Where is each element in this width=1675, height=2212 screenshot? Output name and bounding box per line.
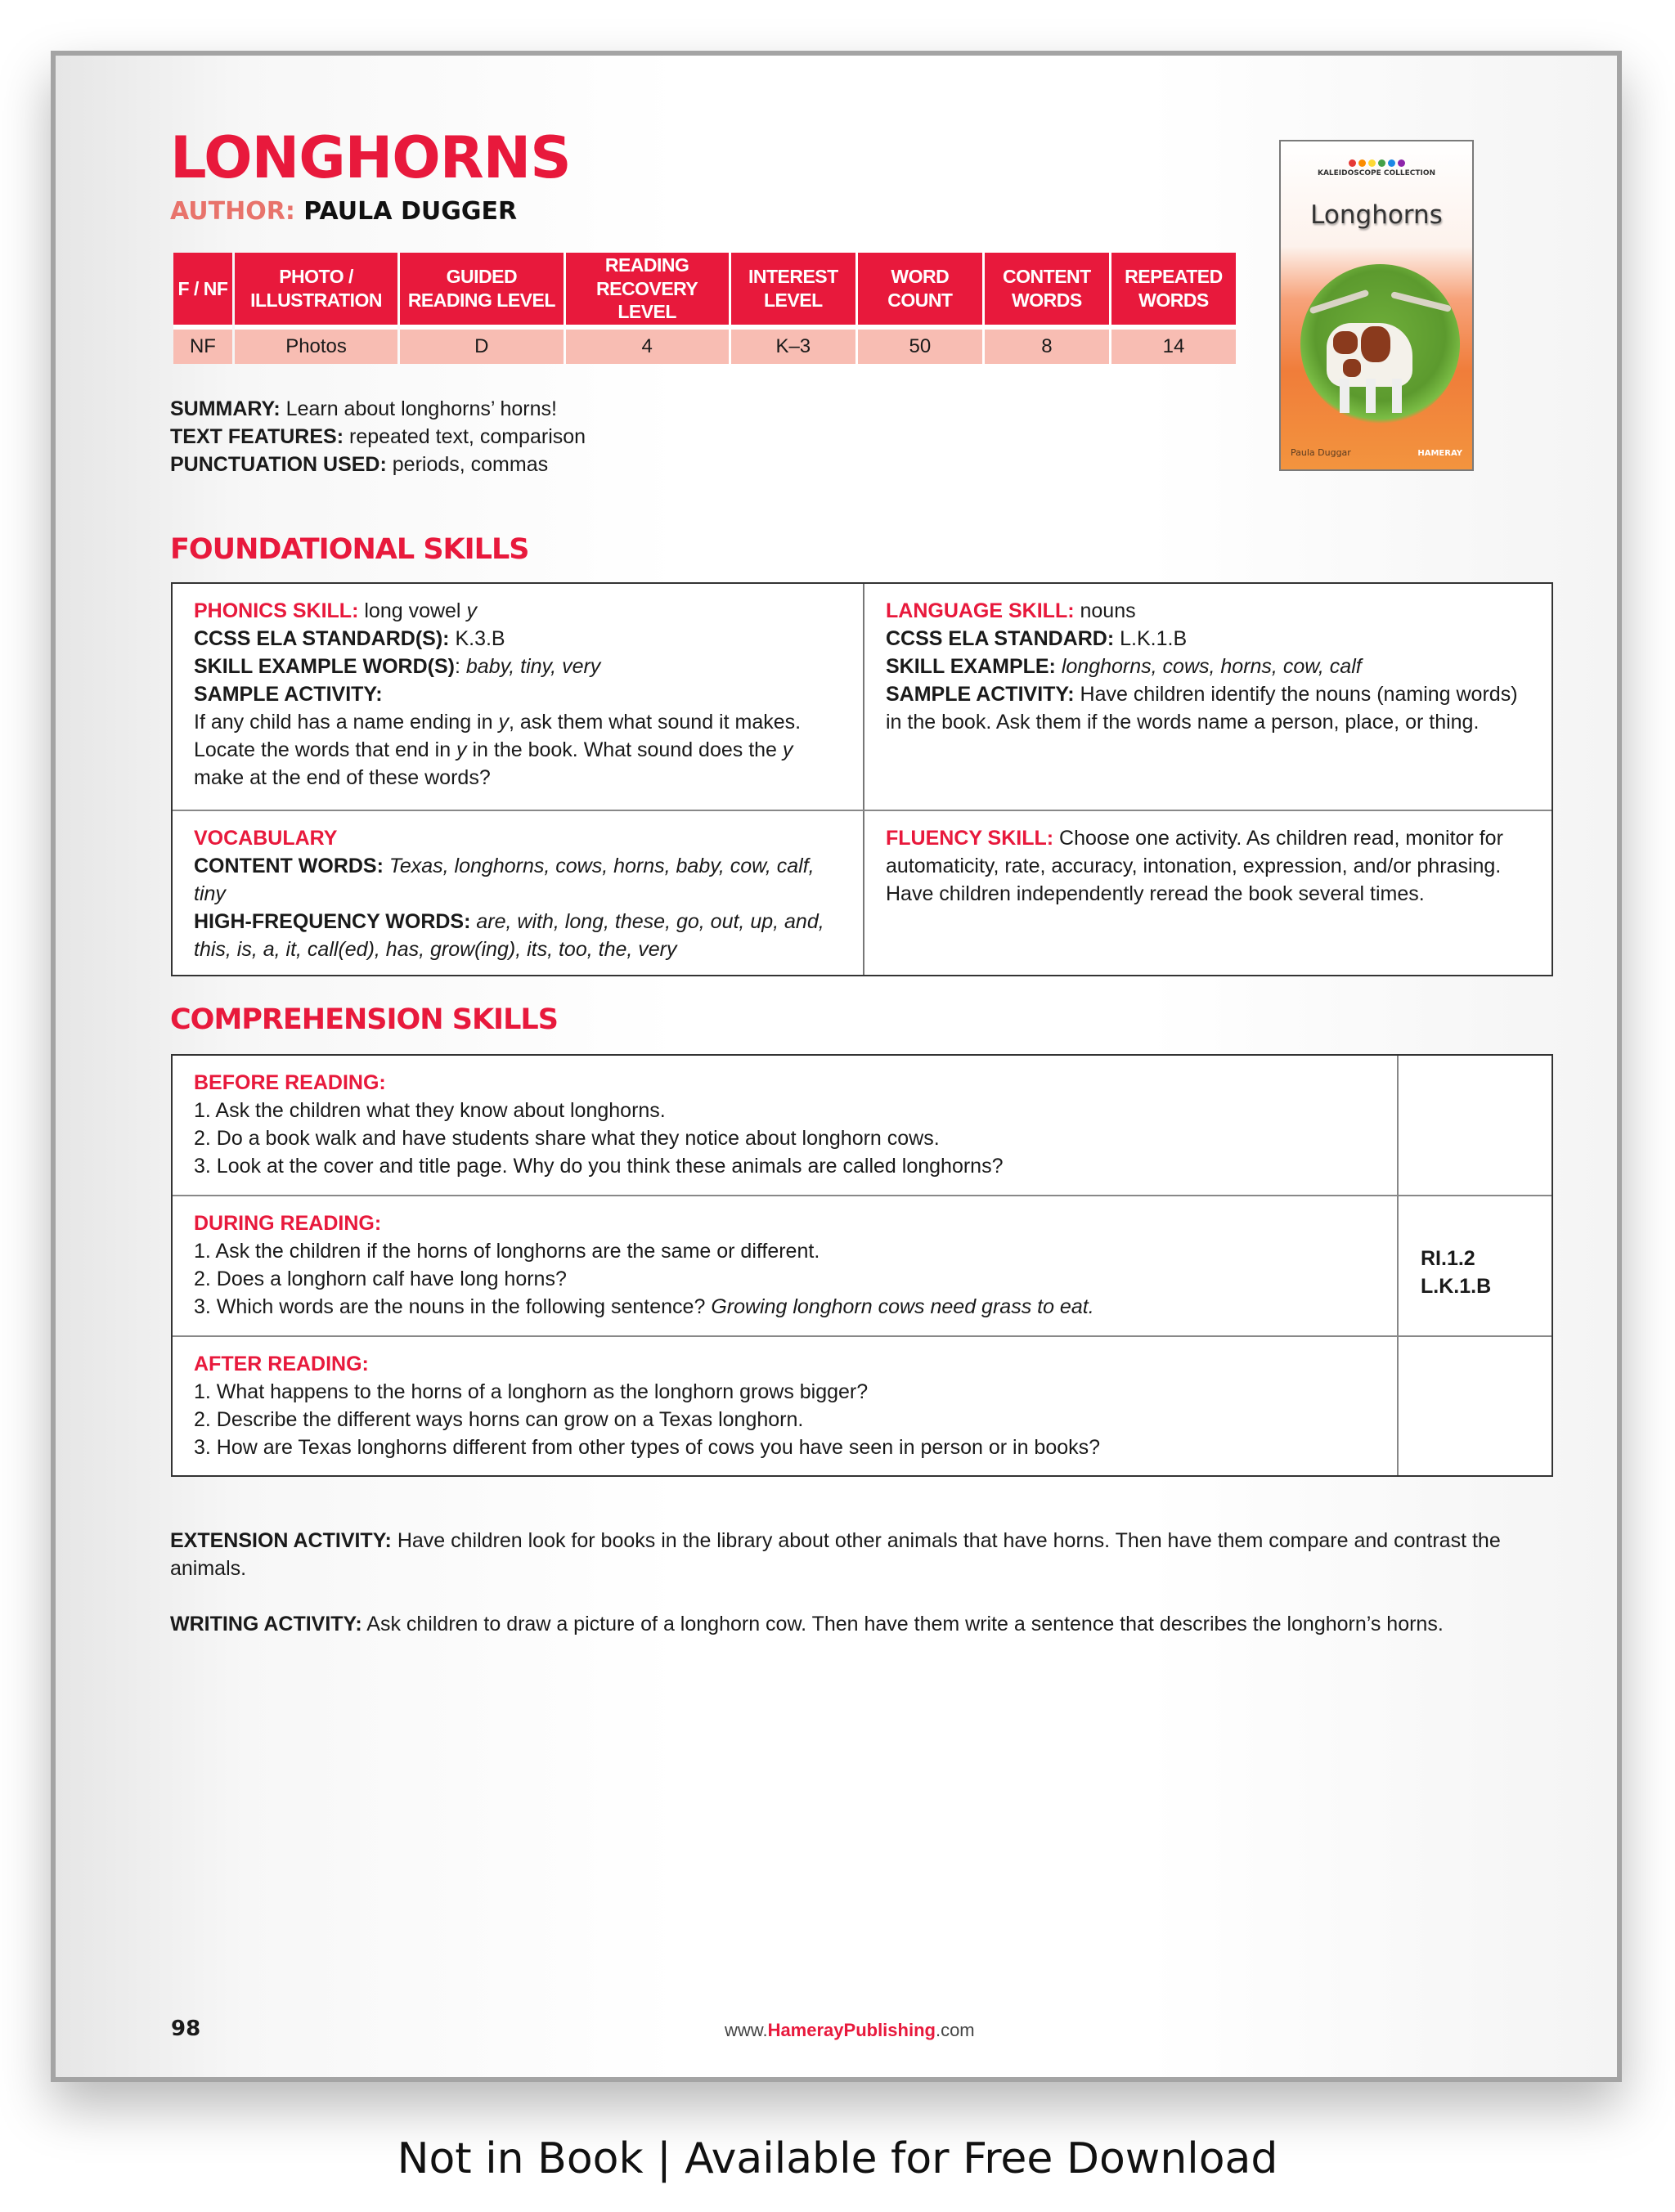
extension-activity: EXTENSION ACTIVITY: Have children look for books in the library about other animals that have horns. Then have them compare and contrast the animals.	[170, 1529, 1501, 1580]
divider	[1397, 1056, 1399, 1475]
guide-page	[51, 51, 1622, 2082]
meta-header: WORD COUNT	[858, 253, 982, 330]
meta-value: NF	[173, 330, 232, 364]
after-reading-cell: AFTER READING: 1. What happens to the horns of a longhorn as the longhorn grows bigger? 2. Describe the different ways horns can grow on a Texas longhorn. 3. How are Texas longhorns different from other types of cows you have seen in person or in books?	[173, 1337, 1397, 1476]
fluency-cell: FLUENCY SKILL: Choose one activity. As children read, monitor for automaticity, rate, accuracy, intonation, expression, and/or phrasing. Have children independently reread the book several times.	[886, 827, 1503, 905]
meta-header: REPEATED WORDS	[1111, 253, 1236, 330]
before-reading-cell: BEFORE READING: 1. Ask the children what they know about longhorns. 2. Do a book walk and have students share what they notice about longhorn cows. 3. Look at the cover and title page. Why do you think these animals are called longhorns?	[173, 1056, 1397, 1195]
during-reading-cell: DURING READING: 1. Ask the children if the horns of longhorns are the same or different. 2. Does a longhorn calf have long horns? 3. Which words are the nouns in the following sentence? Growing longhorn cows need grass to eat.	[173, 1196, 1397, 1335]
vocabulary-cell: VOCABULARY CONTENT WORDS: Texas, longhorns, cows, horns, baby, cow, calf, tiny HIGH-FREQUENCY WORDS: are, with, long, these, go, out, up, and, this, is, a, it, call(ed), has, grow(ing), its, too, the, very	[194, 827, 824, 961]
author-name: PAULA DUGGER	[303, 197, 518, 226]
comprehension-skills-heading: COMPREHENSION SKILLS	[170, 1003, 558, 1036]
book-meta-table	[171, 253, 1238, 364]
book-title: LONGHORNS	[170, 124, 571, 191]
summary-line: SUMMARY: Learn about longhorns’ horns!	[170, 397, 557, 420]
meta-value: K–3	[731, 330, 855, 364]
author-label: AUTHOR:	[170, 197, 295, 226]
question-item: 3. Look at the cover and title page. Why do you think these animals are called longhorns?	[194, 1155, 1004, 1178]
question-item: 1. What happens to the horns of a longhorn as the longhorn grows bigger?	[194, 1380, 869, 1403]
publisher-logo: HAMERAY	[1417, 449, 1462, 458]
text-features-line: TEXT FEATURES: repeated text, comparison	[170, 425, 586, 448]
cover-author: Paula Duggar	[1291, 447, 1351, 458]
language-cell: LANGUAGE SKILL: nouns CCSS ELA STANDARD: L.K.1.B SKILL EXAMPLE: longhorns, cows, horns, cow, calf SAMPLE ACTIVITY: Have children identify the nouns (naming words) in the book. Ask them if the words name a person, place, or thing.	[886, 599, 1518, 734]
activities-block	[170, 1527, 1560, 1666]
meta-value: Photos	[235, 330, 397, 364]
standard-code: RI.1.2	[1421, 1247, 1475, 1270]
summary-block	[170, 395, 586, 478]
meta-header-row	[173, 253, 1236, 330]
meta-header: GUIDED READING LEVEL	[400, 253, 563, 330]
meta-value: 8	[985, 330, 1109, 364]
book-cover-image	[1279, 140, 1474, 471]
question-item: 2. Does a longhorn calf have long horns?	[194, 1268, 567, 1290]
kaleidoscope-icon	[1281, 159, 1472, 167]
horn-right-shape	[1390, 291, 1452, 312]
download-note: Not in Book | Available for Free Download	[397, 2134, 1278, 2183]
meta-header: PHOTO / ILLUSTRATION	[235, 253, 397, 330]
question-item: 2. Do a book walk and have students share what they notice about longhorn cows.	[194, 1127, 940, 1150]
publisher-url[interactable]: www.HamerayPublishing.com	[725, 2020, 975, 2040]
longhorn-photo	[1300, 264, 1460, 424]
standards-cell	[1421, 1245, 1491, 1300]
cover-title: Longhorns	[1310, 200, 1443, 230]
question-item: 3. How are Texas longhorns different from other types of cows you have seen in person or in books?	[194, 1436, 1101, 1459]
meta-value: 4	[566, 330, 729, 364]
meta-header: INTEREST LEVEL	[731, 253, 855, 330]
question-item: 1. Ask the children what they know about longhorns.	[194, 1099, 666, 1122]
foundational-skills-table	[171, 582, 1553, 976]
writing-activity: WRITING ACTIVITY: Ask children to draw a picture of a longhorn cow. Then have them write a sentence that describes the longhorn’s horns.	[170, 1613, 1444, 1635]
cow-shape	[1327, 323, 1412, 387]
meta-header: CONTENT WORDS	[985, 253, 1109, 330]
meta-value: 14	[1111, 330, 1236, 364]
question-item: 3. Which words are the nouns in the following sentence? Growing longhorn cows need grass to eat.	[194, 1295, 1094, 1318]
question-item: 1. Ask the children if the horns of longhorns are the same or different.	[194, 1240, 820, 1263]
meta-value: D	[400, 330, 563, 364]
standard-code: L.K.1.B	[1421, 1275, 1492, 1298]
series-name: KALEIDOSCOPE COLLECTION	[1317, 169, 1436, 177]
meta-header: F / NF	[173, 253, 232, 330]
series-logo	[1281, 159, 1472, 177]
meta-header: READING RECOVERY LEVEL	[566, 253, 729, 330]
foundational-skills-heading: FOUNDATIONAL SKILLS	[170, 533, 529, 566]
author-line	[170, 197, 518, 226]
page-number: 98	[171, 2017, 201, 2041]
meta-value: 50	[858, 330, 982, 364]
meta-value-row	[173, 330, 1236, 364]
phonics-activity: If any child has a name ending in y, ask them what sound it makes. Locate the words that end in y in the book. What sound does the y make at the end of these words?	[194, 711, 802, 789]
punctuation-line: PUNCTUATION USED: periods, commas	[170, 453, 549, 476]
comprehension-skills-table	[171, 1054, 1553, 1477]
phonics-cell: PHONICS SKILL: long vowel y CCSS ELA STANDARD(S): K.3.B SKILL EXAMPLE WORD(S): baby, tiny, very SAMPLE ACTIVITY: If any child has a name ending in y, ask them what sound it makes. Locate the words that end in y in the book. What sound does the y make at the end of these words?	[173, 584, 863, 810]
question-item: 2. Describe the different ways horns can grow on a Texas longhorn.	[194, 1408, 804, 1431]
horn-left-shape	[1309, 289, 1370, 315]
